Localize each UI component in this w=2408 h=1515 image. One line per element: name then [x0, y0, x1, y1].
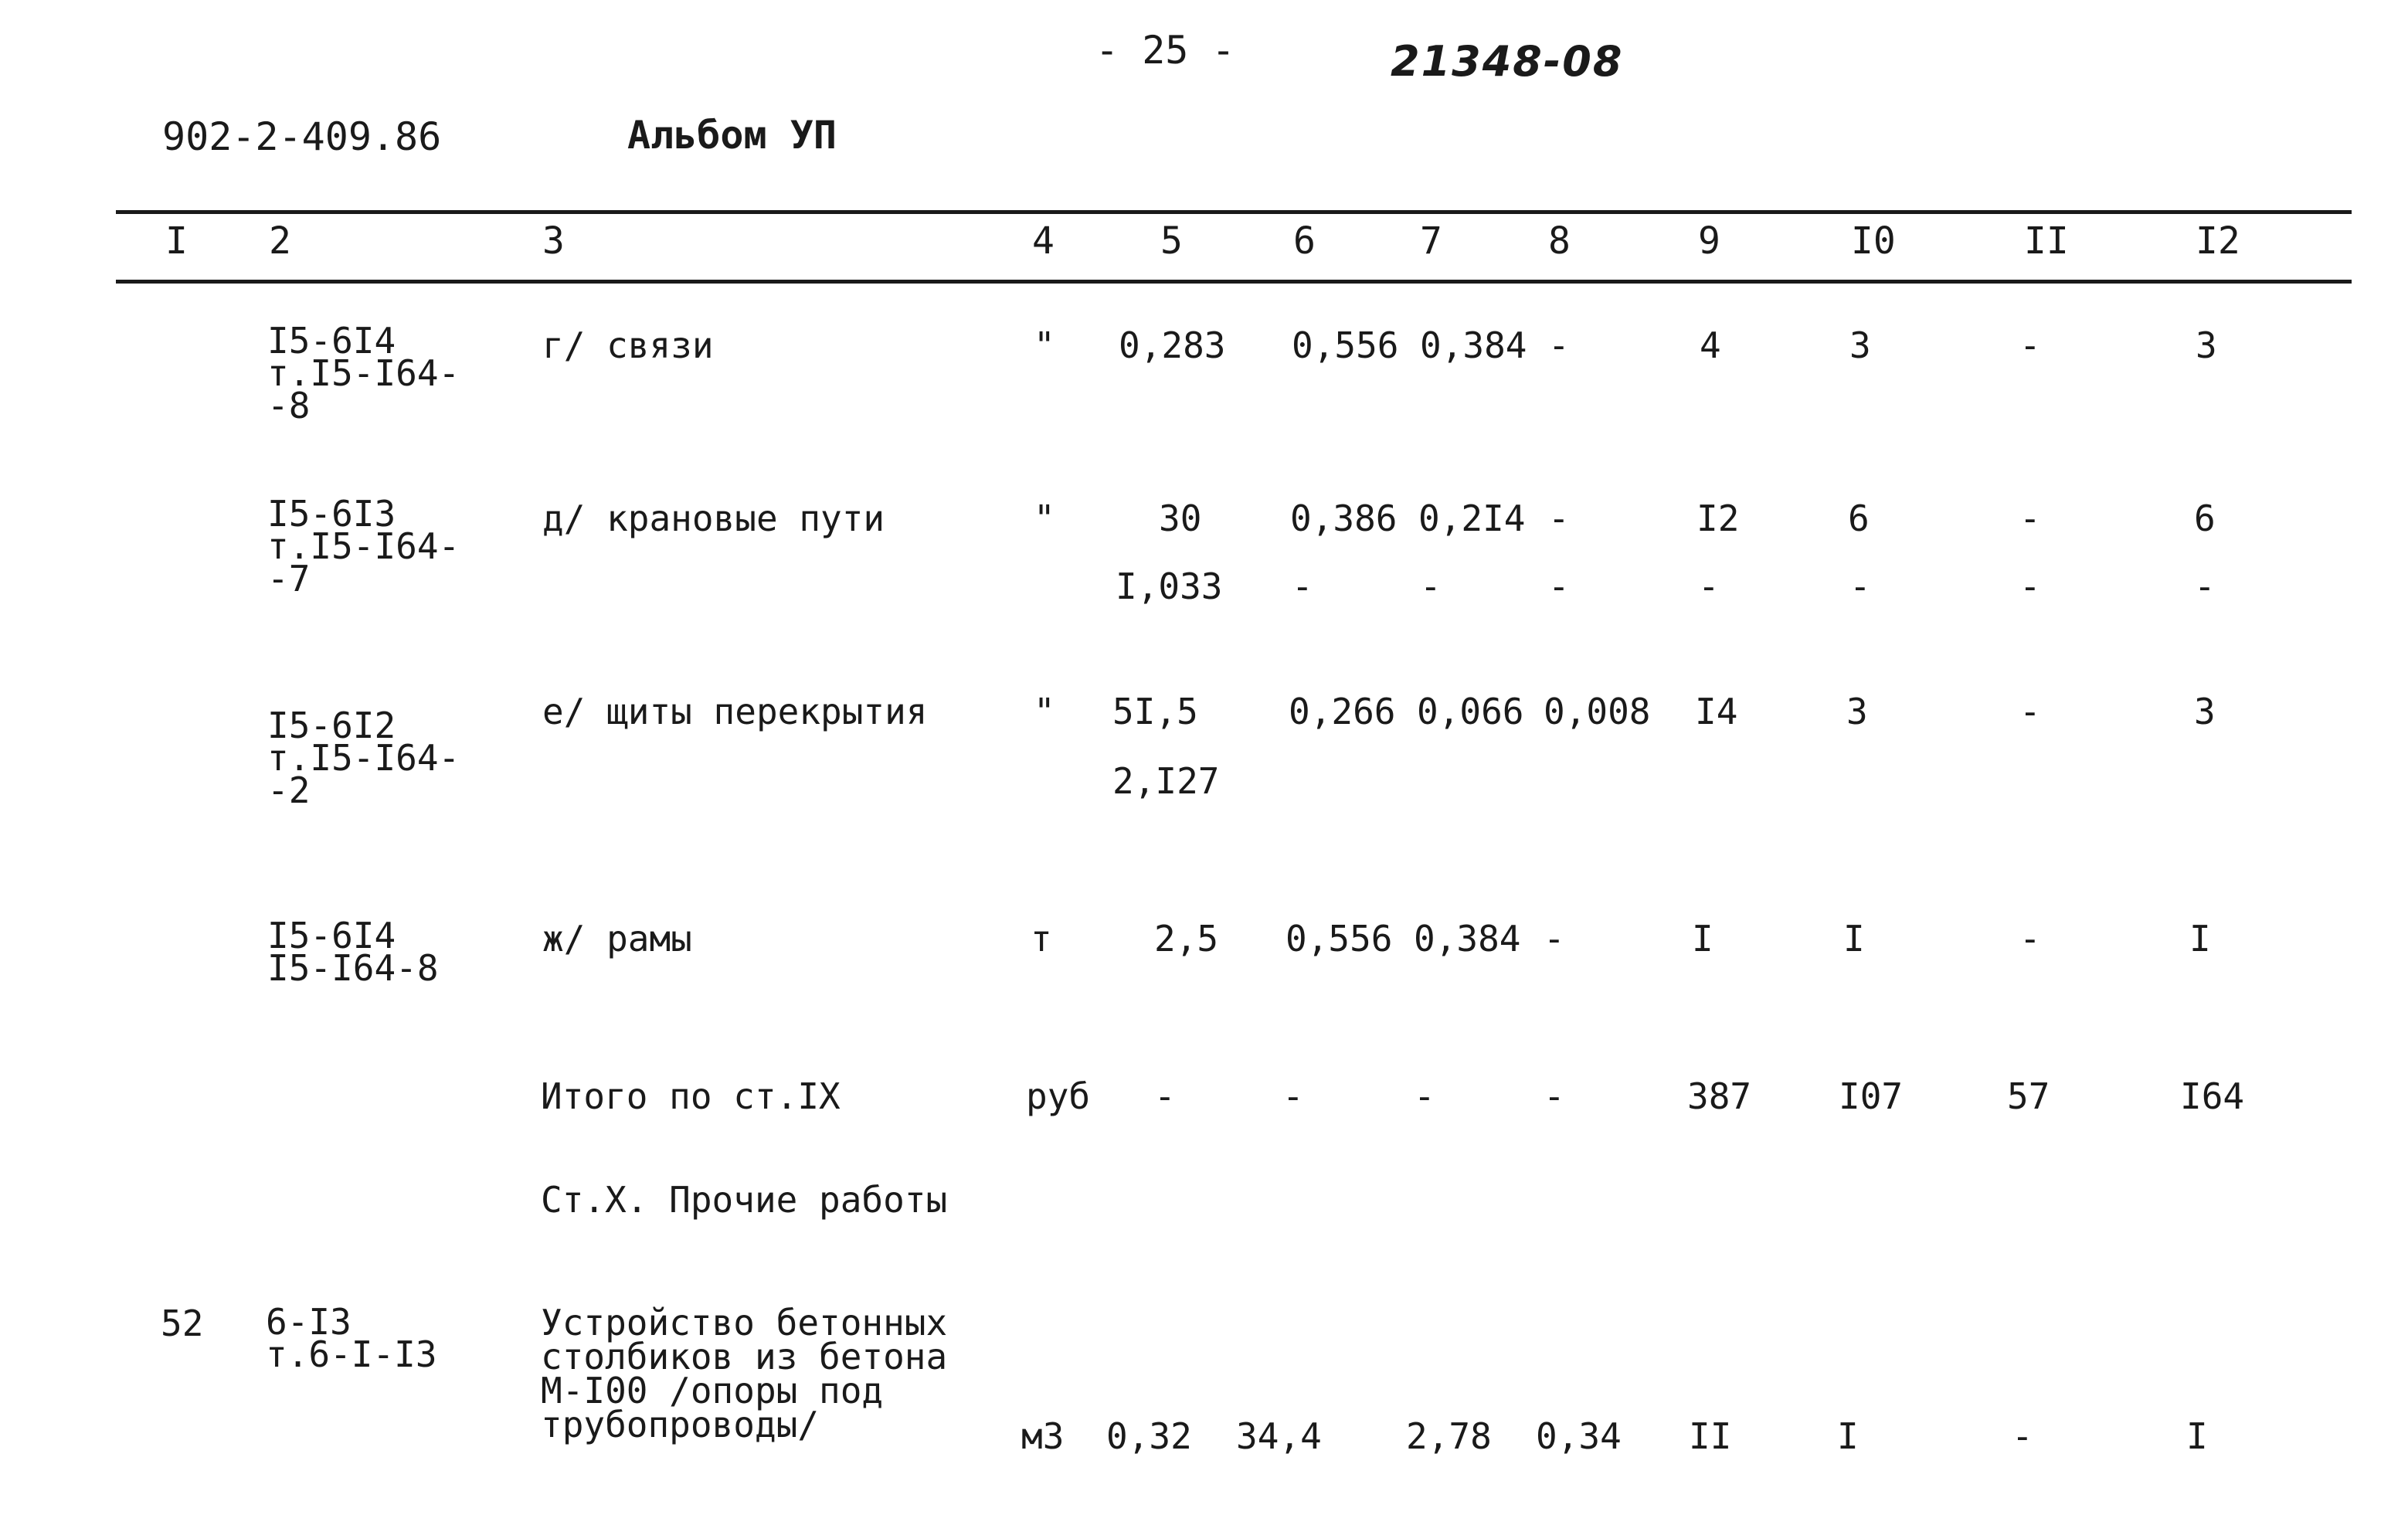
- row-col8: 0,34: [1536, 1415, 1622, 1457]
- row-col9: 4: [1700, 324, 1721, 366]
- row-code: I5-6I4 I5-I64-8: [267, 915, 439, 989]
- row-col5: 2,5: [1154, 918, 1219, 960]
- row-col5: 0,283: [1119, 324, 1226, 366]
- row-col5: 5I,5: [1112, 691, 1198, 732]
- row-col6-sub: -: [1292, 566, 1313, 607]
- row-col12: I: [2189, 918, 2211, 960]
- row-col6: -: [1282, 1075, 1304, 1117]
- row-col9: I2: [1696, 498, 1740, 539]
- row-col8: 0,008: [1544, 691, 1651, 732]
- row-col8: -: [1548, 498, 1570, 539]
- row-code: I5-6I3 т.I5-I64- -7: [267, 493, 460, 600]
- row-col5-sub: 2,I27: [1112, 760, 1220, 802]
- row-unit: ": [1034, 691, 1055, 732]
- doc-code: 902-2-409.86: [162, 114, 442, 159]
- row-unit: м3: [1021, 1415, 1065, 1457]
- section-heading: Ст.Х. Прочие работы: [541, 1179, 948, 1221]
- table-top-rule: [116, 210, 2352, 214]
- page-number: - 25 -: [1095, 28, 1235, 73]
- row-col5: -: [1154, 1075, 1176, 1117]
- row-col12: 6: [2194, 498, 2216, 539]
- row-unit: ": [1034, 324, 1055, 366]
- row-col9: I: [1692, 918, 1713, 960]
- col-header-9: 9: [1698, 219, 1720, 263]
- row-name: е/ щиты перекрытия: [542, 691, 928, 732]
- row-code: I5-6I2 т.I5-I64- -2: [267, 705, 460, 811]
- row-name: Устройство бетонных столбиков из бетона М-I00 /опоры под трубопроводы/: [541, 1302, 948, 1445]
- col-header-11: II: [2024, 219, 2069, 263]
- row-col5: 30: [1159, 498, 1202, 539]
- col-header-2: 2: [269, 219, 291, 263]
- row-code: I5-6I4 т.I5-I64- -8: [267, 320, 460, 426]
- row-col11-sub: -: [2019, 566, 2041, 607]
- row-col8: -: [1544, 1075, 1565, 1117]
- row-col8: -: [1548, 324, 1570, 366]
- col-header-4: 4: [1032, 219, 1055, 263]
- row-col7: 0,2I4: [1418, 498, 1526, 539]
- row-col10: I: [1837, 1415, 1859, 1457]
- row-col10-sub: -: [1849, 566, 1871, 607]
- row-col5-sub: I,033: [1116, 566, 1223, 607]
- row-unit: т: [1031, 918, 1052, 960]
- row-col7: 0,384: [1414, 918, 1521, 960]
- col-header-6: 6: [1293, 219, 1316, 263]
- row-col7: 0,384: [1420, 324, 1527, 366]
- row-col6: 0,556: [1286, 918, 1393, 960]
- row-col11: -: [2019, 324, 2041, 366]
- row-code: 6-I3 т.6-I-I3: [266, 1301, 437, 1375]
- col-header-8: 8: [1548, 219, 1571, 263]
- row-col10: 6: [1848, 498, 1870, 539]
- handwritten-number: 21348-08: [1391, 37, 1624, 86]
- row-col12: I: [2186, 1415, 2208, 1457]
- row-col12: I64: [2180, 1075, 2245, 1117]
- row-number: 52: [161, 1303, 204, 1344]
- row-col6: 0,266: [1289, 691, 1396, 732]
- row-col11: -: [2019, 918, 2041, 960]
- col-header-3: 3: [542, 219, 565, 263]
- row-col11: 57: [2007, 1075, 2050, 1117]
- row-name: г/ связи: [542, 324, 714, 366]
- col-header-10: I0: [1851, 219, 1896, 263]
- row-col6: 0,556: [1292, 324, 1399, 366]
- row-col7: 2,78: [1406, 1415, 1492, 1457]
- row-col10: 3: [1846, 691, 1868, 732]
- row-col7: -: [1414, 1075, 1435, 1117]
- row-unit: ": [1034, 498, 1055, 539]
- row-col8: -: [1544, 918, 1565, 960]
- row-unit: руб: [1026, 1075, 1091, 1117]
- col-header-5: 5: [1160, 219, 1183, 263]
- row-col8-sub: -: [1548, 566, 1570, 607]
- row-name: ж/ рамы: [542, 918, 692, 960]
- album-label: Альбом УП: [627, 113, 837, 158]
- row-col5: 34,4: [1236, 1415, 1322, 1457]
- row-col12: 3: [2194, 691, 2216, 732]
- row-col12-sub: -: [2194, 566, 2216, 607]
- col-header-1: I: [165, 219, 188, 263]
- row-col12: 3: [2196, 324, 2217, 366]
- row-col7: 0,066: [1417, 691, 1524, 732]
- row-col7-sub: -: [1420, 566, 1442, 607]
- col-header-7: 7: [1420, 219, 1442, 263]
- row-col10: I07: [1839, 1075, 1904, 1117]
- row-quantity: 0,32: [1106, 1415, 1192, 1457]
- row-col9-sub: -: [1698, 566, 1720, 607]
- row-col9: 387: [1687, 1075, 1752, 1117]
- row-col10: I: [1843, 918, 1865, 960]
- row-col9: I4: [1695, 691, 1738, 732]
- row-col11: -: [2019, 691, 2041, 732]
- row-col11: -: [2012, 1415, 2033, 1457]
- row-col6: 0,386: [1290, 498, 1398, 539]
- row-col10: 3: [1849, 324, 1871, 366]
- row-name: д/ крановые пути: [542, 498, 885, 539]
- col-header-12: I2: [2196, 219, 2240, 263]
- table-header-rule: [116, 280, 2352, 284]
- row-col9: II: [1689, 1415, 1732, 1457]
- row-col11: -: [2019, 498, 2041, 539]
- row-name: Итого по ст.IX: [541, 1075, 841, 1117]
